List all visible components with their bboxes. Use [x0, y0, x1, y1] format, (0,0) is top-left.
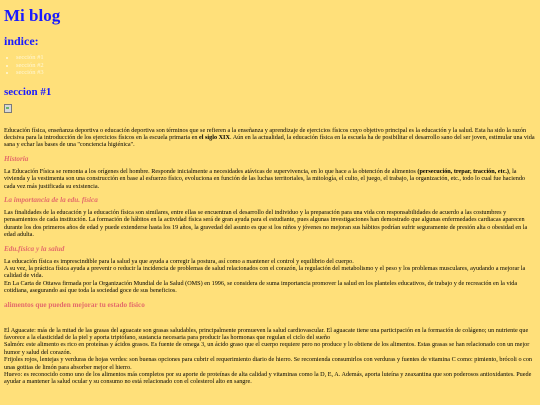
intro-paragraph: [4, 127, 536, 149]
historia-bold: (persecución, trepar, tracción, etc.): [417, 167, 509, 175]
intro-text-end: . Aún en la actualidad, la educación física en la escuela ha de posibilitar el desarrollo sano del ser joven, estimular una vida sana y echar las bases de una "conciencia higiénica".: [4, 133, 535, 149]
historia-title: Historia: [4, 154, 29, 163]
salud-line-1: La educación física es imprescindible para la salud ya que ayuda a corregir la postura, así como a mantener el control y equilibrio del cuerpo.: [4, 257, 354, 265]
alimentos-line-4: Huevo: es reconocido como uno de los alimentos más completos por su aporte de proteínas de alta calidad y vitaminas como la D, E, A. Además, aporta luteína y zeaxantina que son poderosos antioxidantes. Puede ayudar a mantener la salud ocular y su consumo no está relacionado con el colesterol alto en sangre.: [4, 371, 532, 386]
alimentos-line-2: Salmón: este alimento es rico en proteínas y ácidos grasos. Es fuente de omega 3, un ácido graso que el cuerpo requiere pero no produce y lo obtiene de los alimentos. Estas grasas se han relacionado con un mejor humor y salud del corazón.: [4, 341, 530, 356]
section-title: seccion #1: [4, 85, 52, 98]
nav-link-section-3[interactable]: sección #3: [16, 69, 44, 76]
alimentos-paragraph: [4, 327, 536, 386]
intro-bold: el siglo XIX: [199, 133, 230, 141]
historia-paragraph: [4, 168, 536, 190]
index-list: [4, 54, 536, 77]
broken-image-icon: [4, 104, 12, 113]
intro-text: Educación física, enseñanza deportiva o educación deportiva son términos que se refieren a la enseñanza y aprendizaje de ejercicios físicos cuyo objetivo principal es la educación y la salud. Esta ha sido la razón decisiva para la introducción de los ejercicios físicos en la escuela primaria en: [4, 126, 527, 141]
salud-paragraph: [4, 258, 536, 295]
blog-title: Mi blog: [4, 6, 61, 25]
alimentos-line-3: Frijoles rojos, lentejas y verduras de hojas verdes: son buenas opciones para cubrir el requerimiento diario de hierro. Se recomienda consumirlos con verduras y fuentes de vitamina C como: pimiento, brócoli o con unas gotitas de limón para absorber mejor el hierro.: [4, 356, 533, 371]
index-item: [16, 54, 536, 62]
nav-link-section-2[interactable]: sección #2: [16, 61, 44, 69]
historia-text-end: , la vivienda y la vestimenta son una construcción en base al esfuerzo físico, evoluciona en función de las luchas territoriales, la mitología, el culto, el juego, el trabajo, la organización, etc., todo lo cual fue haciendo cada vez más justificada su existencia.: [4, 167, 526, 190]
alimentos-line-1: El Aguacate: más de la mitad de las grasas del aguacate son grasas saludables, principalmente promueven la salud cardiovascular. El aguacate tiene una participación en la formación de colágeno; un nutriente que favorece a la elasticidad de la piel y aporta triptófano, sustancia necesaria para producir las hormonas que regulan el ciclo del sueño: [4, 326, 529, 341]
historia-text: La Educación Física se remonta a los orígenes del hombre. Responde inicialmente a necesidades atávicas de supervivencia, en lo que hace a la obtención de alimentos: [4, 167, 416, 175]
importancia-title: La importancia de la edu. física: [4, 195, 98, 204]
index-item: [16, 69, 536, 77]
salud-line-3: En La Carta de Ottawa firmada por la Organización Mundial de la Salud (OMS) en 1996, se considera de suma importancia promover la salud en los planteles educativos, de trabajo y de recreación en la vida cotidiana, asegurando así que toda la sociedad goce de sus beneficios.: [4, 279, 518, 295]
alimentos-section: [4, 327, 536, 386]
salud-title: Edu.física y la salud: [4, 244, 65, 253]
index-item: [16, 62, 536, 70]
index-title: indice:: [4, 34, 39, 48]
nav-link-section-1[interactable]: sección #1: [16, 54, 44, 61]
salud-line-2: A su vez, la práctica física ayuda a prevenir o reducir la incidencia de problemas de salud relacionados con el corazón, la regulación del metabolismo y el peso y los problemas musculares, ayudando a mejorar la calidad de vida.: [4, 264, 526, 280]
importancia-paragraph: Las finalidades de la educación y la educación física son similares, entre ellas se encuentran el desarrollo del individuo y la preparación para una vida con responsabilidades de acuerdo a las costumbres y pensamientos de cada institución. La formación de hábitos en la actividad física será de gran ayuda para el estudiante, pues algunas investigaciones han demostrado que algunas enfermedades cardiacas aparecen durante los dos primeros años de edad y puede extenderse hasta los 19 años, la gravedad del asunto es que si los niños y jóvenes no mejoran sus hábitos podrían sufrir seguramente de presión alta o obesidad en la edad adulta.: [4, 208, 528, 239]
alimentos-title: alimentos que pueden mejorar tu estado físico: [4, 300, 145, 309]
